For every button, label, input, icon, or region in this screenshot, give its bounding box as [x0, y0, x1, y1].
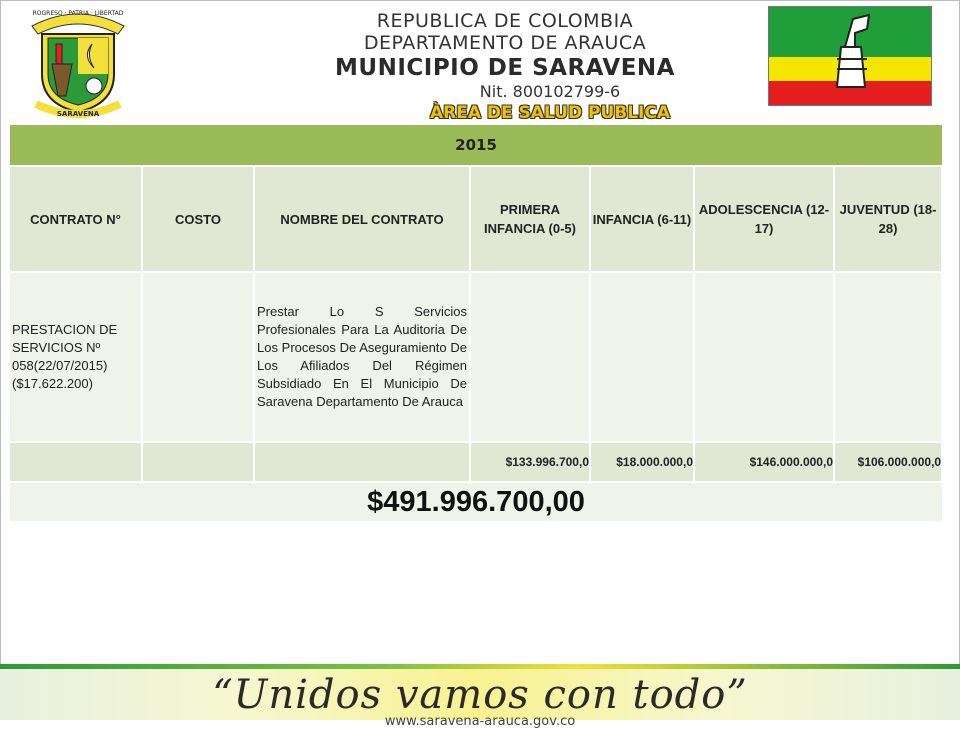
cell-contrato: PRESTACION DE SERVICIOS Nº 058(22/07/2015) ($17.622.200) [10, 272, 142, 442]
cell-primera-infancia [470, 272, 590, 442]
footer-color-band [0, 664, 960, 669]
year-label: 2015 [10, 125, 942, 166]
header [0, 0, 960, 122]
column-header-contrato: CONTRATO N° [10, 166, 142, 272]
subtotal-empty-1 [10, 442, 142, 482]
municipal-flag [768, 6, 932, 106]
cell-nombre-contrato: Prestar Lo S Servicios Profesionales Para La Auditoria De Los Procesos De Aseguramiento De Los Afiliados Del Régimen Subsidiado En El Municipio De Saravena Departamento De Arauca [254, 272, 470, 442]
header-line-republica: REPUBLICA DE COLOMBIA [376, 10, 634, 32]
funding-table [10, 125, 943, 521]
column-header-juventud: JUVENTUD (18-28) [834, 166, 942, 272]
grand-total-row [10, 482, 942, 521]
footer-website: www.saravena-arauca.gov.co [384, 714, 576, 729]
header-line-municipio: MUNICIPIO DE SARAVENA [335, 55, 675, 81]
cell-costo [142, 272, 254, 442]
cell-juventud [834, 272, 942, 442]
column-header-row [10, 166, 942, 272]
table-row [10, 272, 942, 442]
subtotal-empty-2 [142, 442, 254, 482]
column-header-primera-infancia: PRIMERA INFANCIA (0-5) [470, 166, 590, 272]
subtotal-primera-infancia: $133.996.700,0 [470, 442, 590, 482]
column-header-costo: COSTO [142, 166, 254, 272]
logo-banner-text: ROGRESO · PATRIA · LIBERTAD [32, 10, 124, 17]
subtotal-infancia: $18.000.000,0 [590, 442, 694, 482]
cell-infancia [590, 272, 694, 442]
column-header-infancia: INFANCIA (6-11) [590, 166, 694, 272]
cell-adolescencia [694, 272, 834, 442]
header-line-departamento: DEPARTAMENTO DE ARAUCA [363, 32, 647, 54]
footer-banner [0, 664, 960, 729]
header-line-nit: Nit. 800102799-6 [479, 82, 621, 101]
year-header-row [10, 125, 942, 166]
grand-total-value: $491.996.700,00 [10, 482, 942, 521]
fist-torch-icon [769, 7, 931, 105]
logo-name-text: SARAVENA [56, 110, 100, 118]
column-header-nombre: NOMBRE DEL CONTRATO [254, 166, 470, 272]
header-title-block [270, 10, 740, 124]
subtotal-juventud: $106.000.000,0 [834, 442, 942, 482]
column-header-adolescencia: ADOLESCENCIA (12-17) [694, 166, 834, 272]
subtotal-row [10, 442, 942, 482]
footer-slogan: “Unidos vamos con todo” [212, 672, 748, 718]
subtotal-adolescencia: $146.000.000,0 [694, 442, 834, 482]
municipal-coat-of-arms-logo [22, 4, 134, 122]
subtotal-empty-3 [254, 442, 470, 482]
header-line-area: ÀREA DE SALUD PUBLICA [429, 103, 671, 123]
